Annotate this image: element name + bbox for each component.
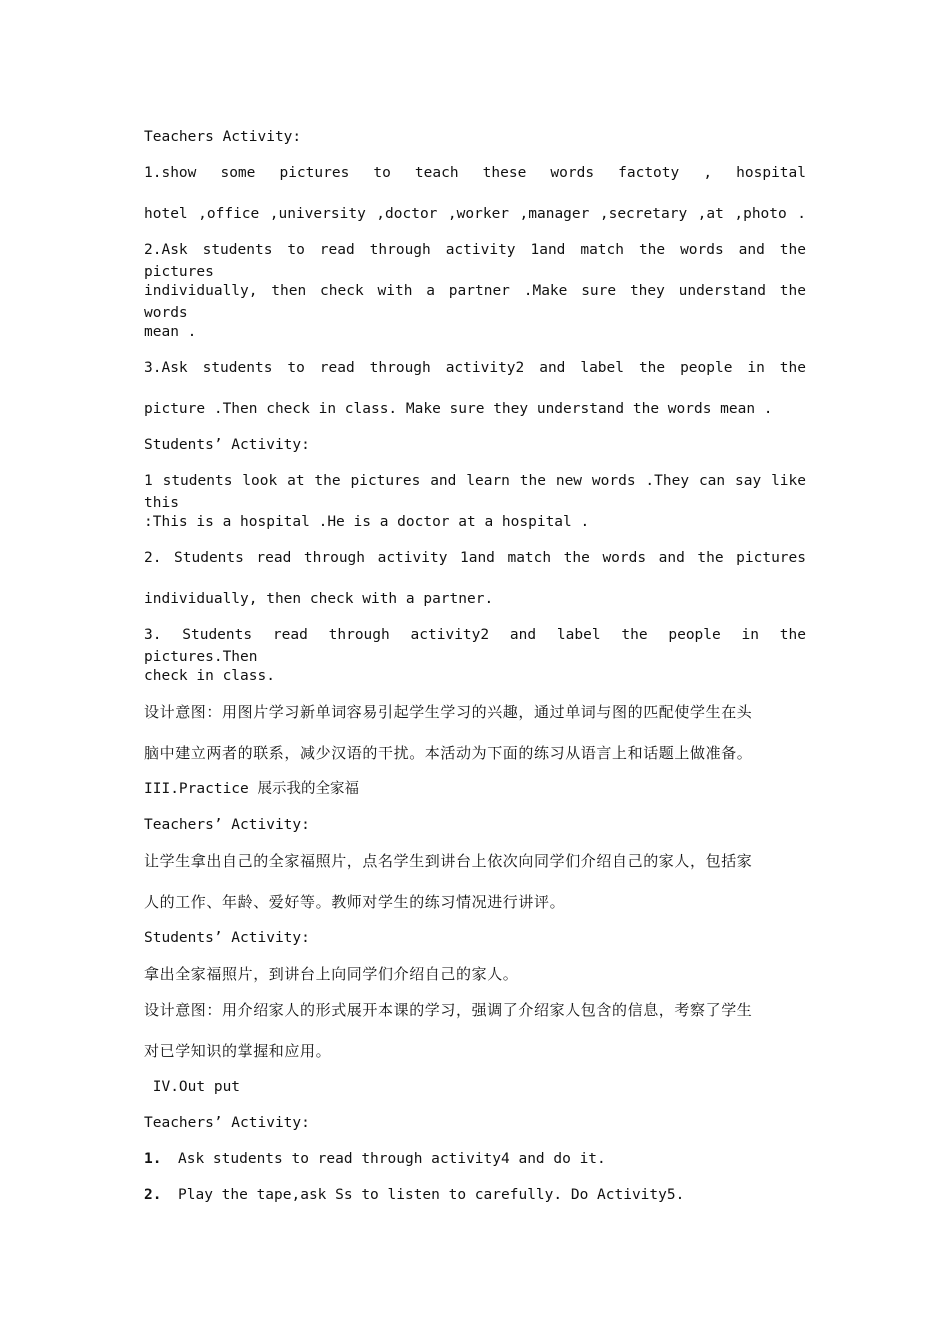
text-line: Teachers Activity: <box>144 129 302 145</box>
list-text: Ask students to read through activity4 and do it. <box>178 1151 606 1167</box>
list-item <box>144 1148 806 1170</box>
section-heading: III.Practice 展示我的全家福 <box>144 781 359 797</box>
text-line: 1 students look at the pictures and learn the new words .They can say like this <box>144 473 806 511</box>
text-line: picture .Then check in class. Make sure they understand the words mean . <box>144 401 773 417</box>
section-heading: Students’ Activity: <box>144 437 310 453</box>
text-line: :This is a hospital .He is a doctor at a hospital . <box>144 514 590 530</box>
text-line: hotel ,office ,university ,doctor ,worker ,manager ,secretary ,at ,photo . <box>144 206 806 222</box>
design-intent-line: 脑中建立两者的联系，减少汉语的干扰。本活动为下面的练习从语言上和话题上做准备。 <box>144 744 753 762</box>
section-heading: IV.Out put <box>144 1079 241 1095</box>
list-number: 1. <box>144 1151 162 1167</box>
text-line: 2.Ask students to read through activity 1and match the words and the pictures <box>144 242 806 280</box>
text-line: 3. Students read through activity2 and label the people in the pictures.Then <box>144 627 806 665</box>
list-item <box>144 1184 806 1206</box>
section-heading: Teachers’ Activity: <box>144 1115 310 1131</box>
text-line: 拿出全家福照片，到讲台上向同学们介绍自己的家人。 <box>144 965 519 983</box>
text-line: 3.Ask students to read through activity2 and label the people in the <box>144 360 806 376</box>
text-line: individually, then check with a partner. <box>144 591 494 607</box>
section-heading: Students’ Activity: <box>144 930 310 946</box>
design-intent-line: 设计意图：用图片学习新单词容易引起学生学习的兴趣，通过单词与图的匹配使学生在头 <box>144 703 753 721</box>
text-line: 2. Students read through activity 1and match the words and the pictures <box>144 550 806 566</box>
list-number: 2. <box>144 1187 162 1203</box>
design-intent-line: 对已学知识的掌握和应用。 <box>144 1042 332 1060</box>
list-text: Play the tape,ask Ss to listen to carefully. Do Activity5. <box>178 1187 685 1203</box>
text-line: individually, then check with a partner .Make sure they understand the words <box>144 283 806 321</box>
text-line: check in class. <box>144 668 275 684</box>
text-line: 1.show some pictures to teach these words factoty , hospital <box>144 165 806 181</box>
text-line: 让学生拿出自己的全家福照片，点名学生到讲台上依次向同学们介绍自己的家人，包括家 <box>144 852 753 870</box>
section-heading: Teachers’ Activity: <box>144 817 310 833</box>
design-intent-line: 设计意图：用介绍家人的形式展开本课的学习，强调了介绍家人包含的信息，考察了学生 <box>144 1001 753 1019</box>
text-line: mean . <box>144 324 197 340</box>
text-line: 人的工作、年龄、爱好等。教师对学生的练习情况进行讲评。 <box>144 893 566 911</box>
